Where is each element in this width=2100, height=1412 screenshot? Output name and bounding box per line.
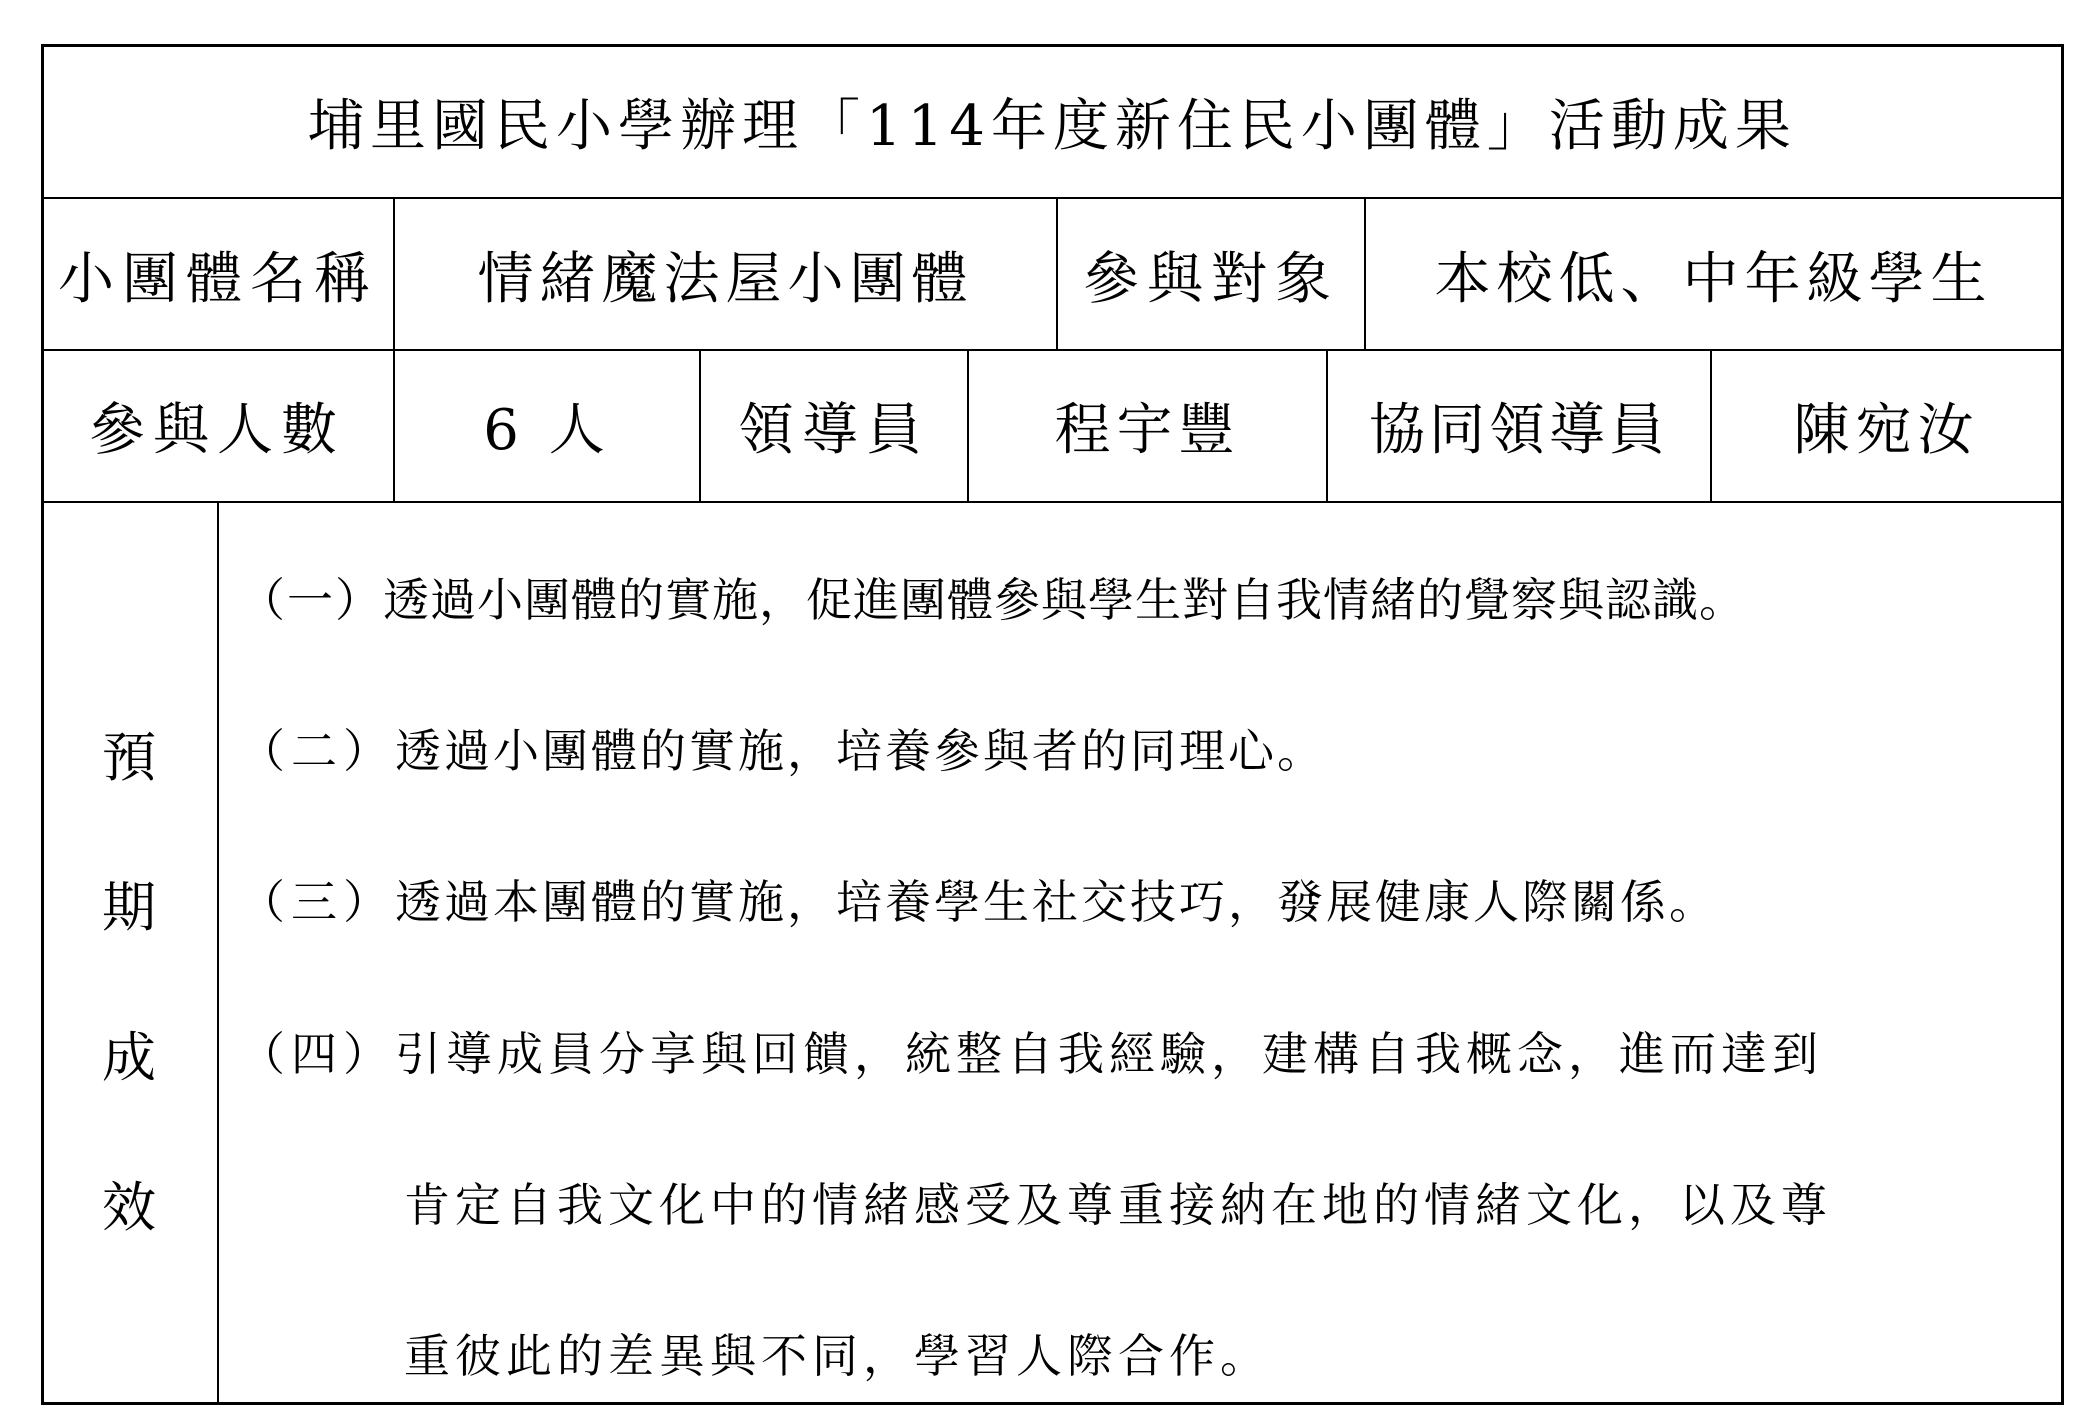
group-name-value: 情緒魔法屋小團體 <box>477 247 974 312</box>
expected-item-4-number: （四） <box>239 1027 395 1081</box>
expected-item-4-continuation-1: 肯定自我文化中的情緒感受及尊重接納在地的情緒文化，以及尊 <box>404 1178 1832 1232</box>
count-label: 參與人數 <box>89 398 345 463</box>
expected-item-2-number: （二） <box>239 724 395 778</box>
expected-item-3 <box>239 875 1718 929</box>
co-leader-value-cell <box>1712 351 2061 501</box>
participants-label: 參與對象 <box>1083 247 1339 312</box>
expected-item-2-text: 透過小團體的實施，培養參與者的同理心。 <box>395 724 1326 778</box>
expected-item-3-number: （三） <box>239 875 395 929</box>
table-border-right <box>2061 44 2064 1405</box>
expected-item-1-number: （一） <box>239 573 383 627</box>
co-leader-value: 陳宛汝 <box>1793 398 1980 463</box>
group-name-label: 小團體名稱 <box>58 247 378 312</box>
participants-value-cell <box>1366 199 2061 351</box>
table-border-bottom <box>41 1402 2064 1405</box>
expected-label-char-2: 期 <box>102 876 156 939</box>
page-title-text: 埔里國民小學辦理「114年度新住民小團體」活動成果 <box>308 93 1797 159</box>
expected-label-char-4: 效 <box>102 1176 156 1239</box>
table-divider-row2 <box>41 501 2064 503</box>
expected-item-1 <box>239 573 1746 627</box>
page-title <box>41 44 2064 199</box>
count-label-cell <box>41 351 393 501</box>
expected-item-1-text: 透過小團體的實施，促進團體參與學生對自我情緒的覺察與認識。 <box>383 573 1746 627</box>
group-name-value-cell <box>395 199 1056 351</box>
expected-label-char-3: 成 <box>102 1026 156 1089</box>
expected-label-char-1: 預 <box>102 726 156 789</box>
leader-label: 領導員 <box>738 398 930 463</box>
expected-item-4-text-line-1: 引導成員分享與回饋，統整自我經驗，建構自我概念，進而達到 <box>395 1027 1823 1081</box>
participants-label-cell <box>1058 199 1364 351</box>
expected-label-divider <box>217 501 219 1405</box>
expected-item-2 <box>239 724 1326 778</box>
leader-label-cell <box>701 351 967 501</box>
count-value: 6 人 <box>483 398 611 463</box>
expected-item-4 <box>239 1027 1823 1081</box>
count-value-cell <box>395 351 699 501</box>
expected-item-4-continuation-2: 重彼此的差異與不同，學習人際合作。 <box>404 1329 1271 1383</box>
participants-value: 本校低、中年級學生 <box>1434 247 1993 312</box>
group-name-label-cell <box>41 199 395 351</box>
co-leader-label-cell <box>1328 351 1710 501</box>
leader-value-cell <box>969 351 1326 501</box>
co-leader-label: 協同領導員 <box>1369 398 1669 463</box>
leader-value: 程宇豐 <box>1054 398 1241 463</box>
activity-results-table <box>41 44 2064 1405</box>
expected-item-3-text: 透過本團體的實施，培養學生社交技巧，發展健康人際關係。 <box>395 875 1718 929</box>
